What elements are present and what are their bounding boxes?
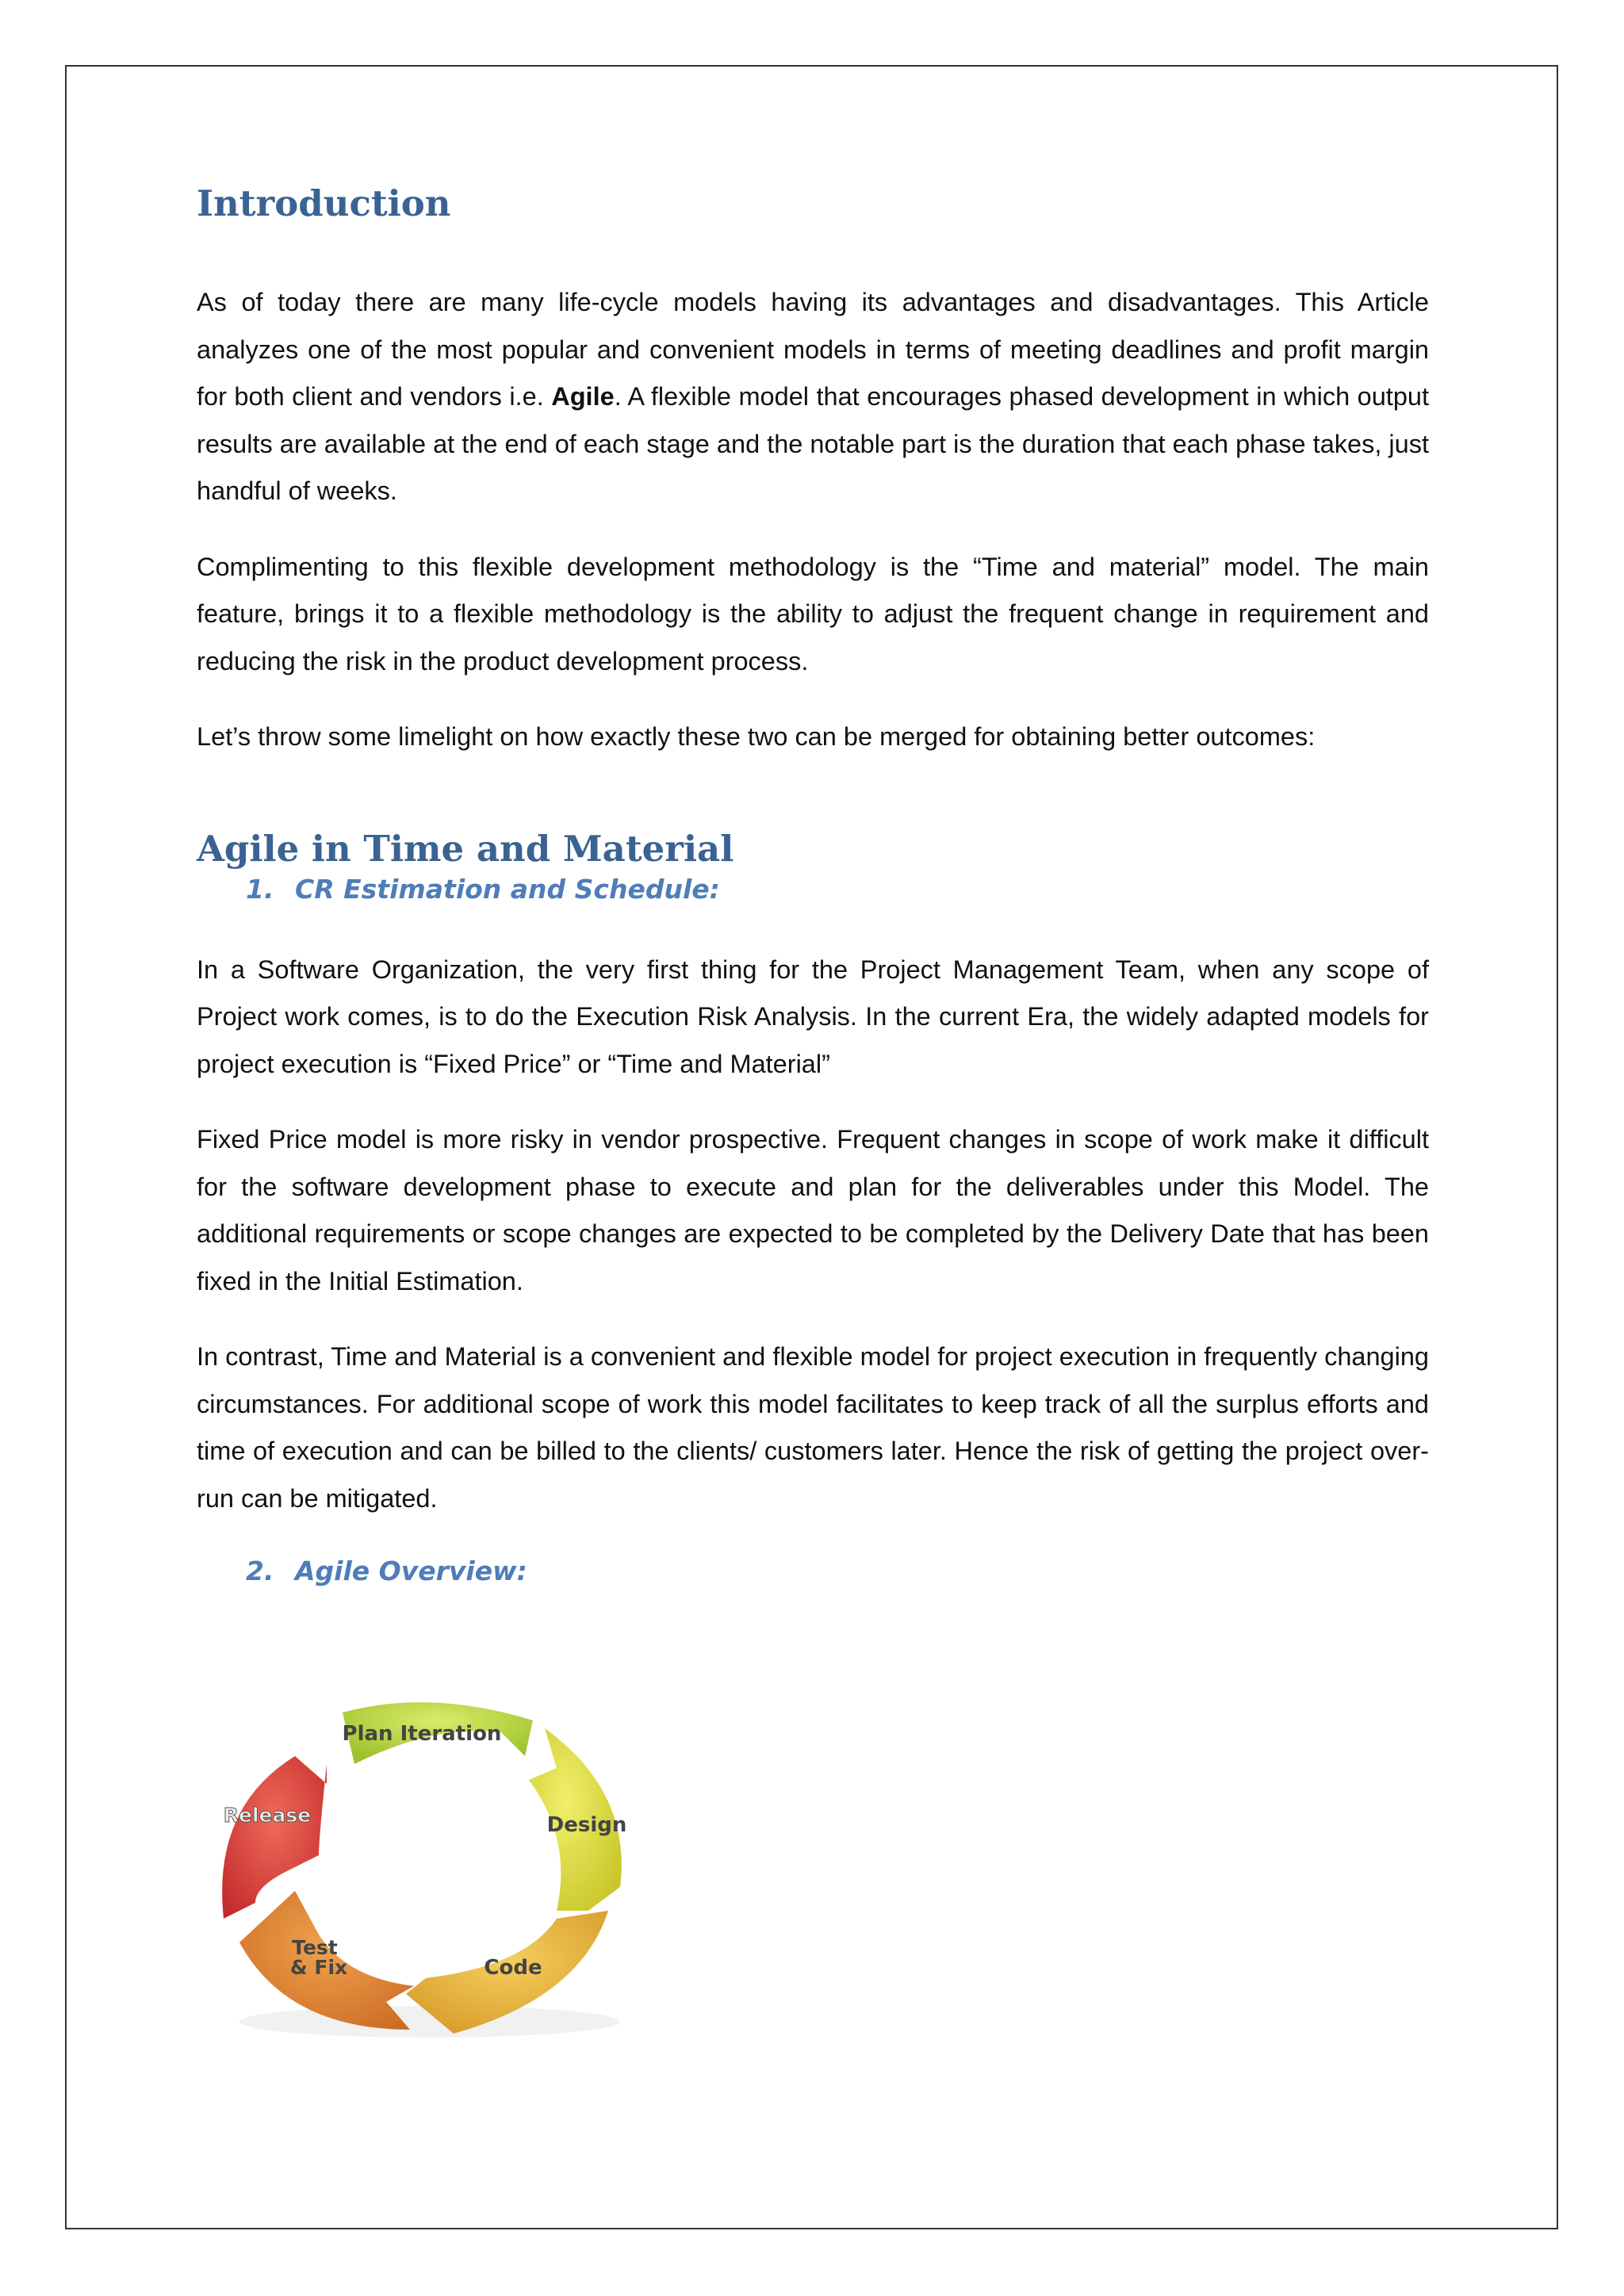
- design-label: Design: [546, 1813, 627, 1837]
- fix-label: & Fix: [289, 1956, 348, 1979]
- agile-bold-term: Agile: [551, 382, 615, 411]
- cr-paragraph-3: In contrast, Time and Material is a convenient and flexible model for project execution in frequently changing circumstances. For additional scope of work this model facilitates to keep track of all the surplus efforts and time of execution and can be billed to the clients/ customers later. Hence the risk of getting the project over-run can be mitigated.: [197, 1342, 1429, 1513]
- intro-paragraph-3: Let’s throw some limelight on how exactly these two can be merged for obtaining better outcomes:: [197, 722, 1316, 751]
- release-segment: [222, 1756, 327, 1919]
- release-label: Release: [223, 1804, 312, 1827]
- agile-tm-heading: Agile in Time and Material: [197, 827, 734, 870]
- subheading-1-number: 1.: [246, 873, 274, 905]
- code-label: Code: [484, 1956, 542, 1980]
- subheading-2-title: Agile Overview:: [295, 1556, 527, 1586]
- intro-p1-text-a: As of today there are many life-cycle models having its advantages and disadvantages. This Article analyzes one of the most popular and convenient models in terms of meeting deadlines and profit margin for both client and vendors i.e.: [197, 288, 1429, 411]
- subheading-1-title: CR Estimation and Schedule:: [295, 873, 720, 905]
- agile-cycle-diagram: [208, 1681, 652, 2045]
- plan-iteration-label: Plan Iteration: [342, 1722, 502, 1746]
- document-content: [197, 182, 1429, 1590]
- intro-paragraph-2: Complimenting to this flexible development methodology is the “Time and material” model. The main feature, brings it to a flexible methodology is the ability to adjust the frequent change in requirement and reducing the risk in the product development process.: [197, 552, 1429, 675]
- test-label: Test: [292, 1936, 338, 1959]
- subheading-agile-overview: [197, 1556, 1429, 1590]
- cr-paragraph-2: Fixed Price model is more risky in vendor prospective. Frequent changes in scope of work make it difficult for the software development phase to execute and plan for the deliverables under this Model. The additional requirements or scope changes are expected to be completed by the Delivery Date that has been fixed in the Initial Estimation.: [197, 1125, 1429, 1295]
- cr-paragraph-1: In a Software Organization, the very first thing for the Project Management Team, when any scope of Project work comes, is to do the Execution Risk Analysis. In the current Era, the widely adapted models for project execution is “Fixed Price” or “Time and Material”: [197, 955, 1429, 1078]
- introduction-heading: Introduction: [197, 182, 451, 224]
- intro-p1-text-b: . A flexible model that encourages phased development in which output results are available at the end of each stage and the notable part is the duration that each phase takes, just handful of weeks.: [197, 382, 1429, 505]
- intro-paragraph-1: [197, 279, 1429, 515]
- subheading-cr-estimation: [197, 874, 1429, 909]
- subheading-2-number: 2.: [246, 1556, 274, 1586]
